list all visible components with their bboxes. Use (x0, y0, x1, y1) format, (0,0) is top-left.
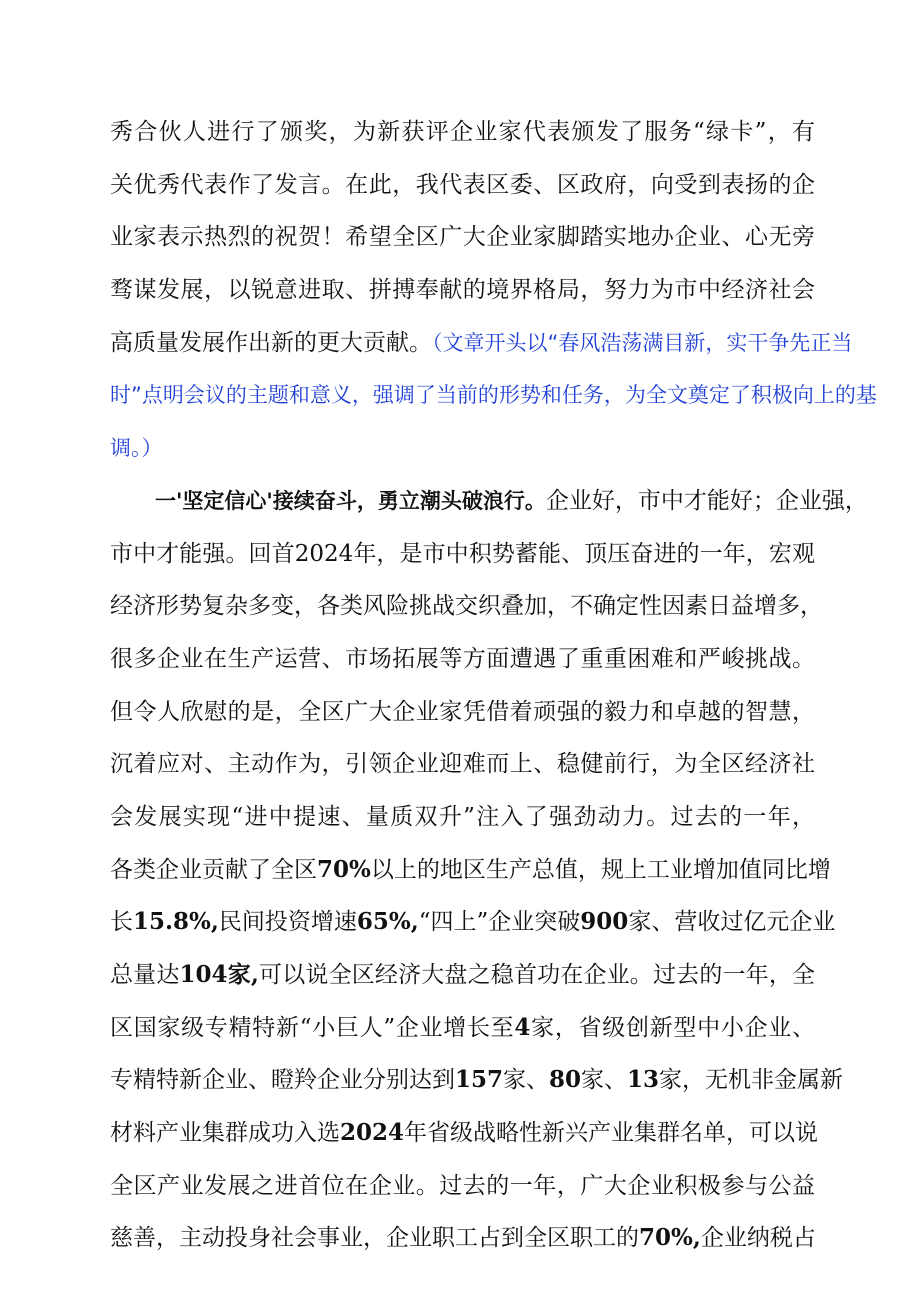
statistic-value: 65%, (356, 908, 419, 936)
text-run: 家，省级创新型中小企业、 (530, 1014, 815, 1041)
statistic-value: 900 (580, 908, 629, 936)
text-run: 可以说全区经济大盘之稳首功在企业。过去的一年，全 (258, 962, 816, 988)
text-run: 各类企业贡献了全区 (110, 856, 317, 883)
statistic-value: 4 (514, 1013, 531, 1041)
editor-note-line: 时”点明会议的主题和意义，强调了当前的形势和任务，为全文奠定了积极向上的基 (110, 383, 877, 408)
text-line: 经济形势复杂多变，各类风险挑战交织叠加，不确定性因素日益增多， (110, 593, 823, 620)
editor-note: （文章开头以“春风浩荡满目新，实干争先正当 (432, 330, 853, 355)
text-run: 民间投资增速 (218, 909, 357, 936)
text-line: 关优秀代表作了发言。在此，我代表区委、区政府，向受到表扬的企 (110, 171, 815, 198)
text-line: 业家表示热烈的祝贺！希望全区广大企业家脚踏实地办企业、心无旁 (110, 224, 815, 251)
text-line: 但令人欣慰的是，全区广大企业家凭借着顽强的毅力和卓越的智慧， (110, 698, 815, 725)
text-run: 以上的地区生产总值，规上工业增加值同比增 (370, 856, 831, 883)
text-run: 年省级战略性新兴产业集群名单，可以说 (404, 1120, 819, 1147)
text-line (110, 1002, 815, 1055)
section-heading: 一'坚定信心'接续奋斗，勇立潮头破浪行。 (155, 488, 546, 513)
text-line (110, 1212, 815, 1265)
statistic-value: 157 (455, 1066, 504, 1094)
text-line: 骛谋发展，以锐意进取、拼搏奉献的境界格局，努力为市中经济社会 (110, 277, 815, 304)
statistic-value: 70% (317, 855, 371, 883)
text-line (110, 1054, 844, 1107)
text-run: 家、 (503, 1067, 550, 1094)
statistic-value: 104家, (179, 961, 259, 988)
text-run: 专精特新企业、瞪羚企业分别达到 (110, 1067, 455, 1094)
text-line (110, 475, 868, 528)
text-run: 总量达 (110, 962, 180, 988)
text-run: 家，无机非金属新 (659, 1067, 844, 1094)
statistic-value: 2024 (340, 1119, 405, 1147)
text-run: 企业好，市中才能好；企业强， (545, 487, 868, 514)
text-line (110, 896, 836, 949)
statistic-value: 70%, (639, 1224, 701, 1252)
text-line (110, 844, 831, 897)
text-line: 全区产业发展之进首位在企业。过去的一年，广大企业积极参与公益 (110, 1172, 815, 1199)
statistic-value: 15.8%, (133, 908, 219, 936)
editor-note-line: 调。） (110, 436, 163, 461)
text-run: 慈善，主动投身社会事业，企业职工占到全区职工的 (110, 1225, 639, 1252)
body-text (110, 106, 877, 1265)
text-line (110, 1107, 819, 1160)
text-run: 家、营收过亿元企业 (628, 909, 836, 936)
text-line: 很多企业在生产运营、市场拓展等方面遭遇了重重困难和严峻挑战。 (110, 645, 815, 672)
text-line: 市中才能强。回首2024年，是市中积势蓄能、顶压奋进的一年，宏观 (110, 540, 815, 567)
text-run: 家、 (581, 1067, 628, 1094)
text-run: 长 (110, 909, 133, 936)
text-line (110, 317, 853, 370)
text-run: 高质量发展作出新的更大贡献。 (110, 329, 432, 356)
text-run: “四上”企业突破 (418, 909, 581, 936)
text-run: 区国家级专精特新“小巨人”企业增长至 (110, 1014, 515, 1041)
statistic-value: 80 (549, 1066, 582, 1094)
text-line: 沉着应对、主动作为，引领企业迎难而上、稳健前行，为全区经济社 (110, 751, 815, 778)
statistic-value: 13 (627, 1066, 660, 1094)
text-line (110, 949, 815, 1002)
text-run: 材料产业集群成功入选 (110, 1120, 340, 1147)
text-line: 秀合伙人进行了颁奖，为新获评企业家代表颁发了服务“绿卡”，有 (110, 119, 815, 145)
text-run: 企业纳税占 (700, 1225, 816, 1252)
text-line: 会发展实现“进中提速、量质双升”注入了强劲动力。过去的一年， (110, 803, 815, 830)
